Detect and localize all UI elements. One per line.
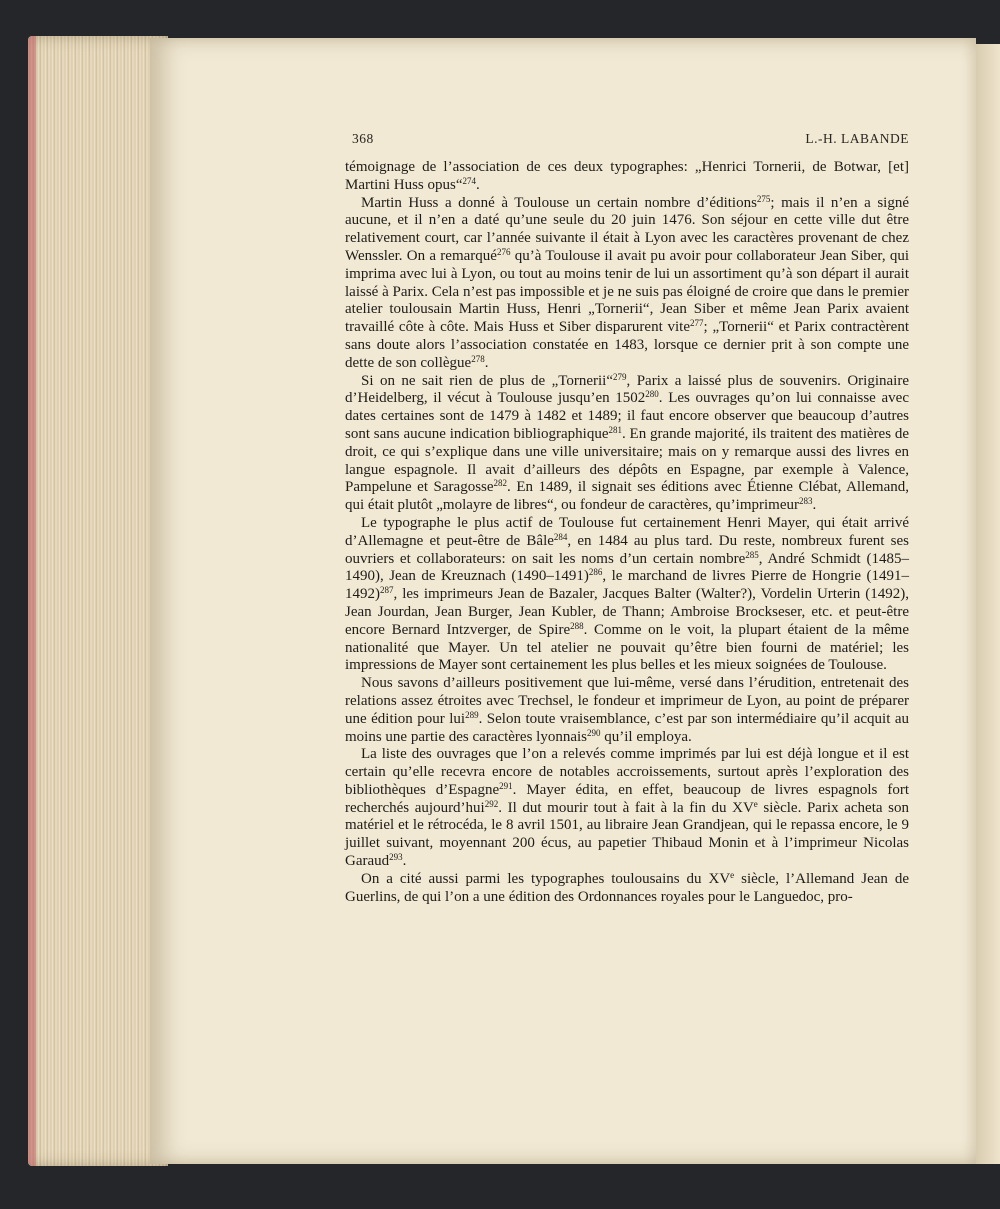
footnote-marker: 292 (484, 798, 499, 809)
paragraph (345, 515, 909, 675)
text-run: qu’à Toulouse il avait pu avoir pour collaborateur Jean Siber, qui imprima avec lui à Lyon, ou tout au moins tenir de lui un assortiment qu’à son départ il aurait laissé à Parix. Cela n’est pas impossible et je ne suis pas éloigné de croire que dans le premier atelier toulousain Martin Huss, Henri „Tornerii“, Jean Siber et même Jean Parix avaient travaillé côte à côte. Mais Huss et Siber disparurent vite (345, 247, 910, 336)
footnote-marker: 291 (499, 780, 513, 791)
paragraph (345, 871, 909, 907)
text-run: . Comme on le voit, la plupart étaient de la même nationalité que Mayer. Un tel atelier ne pouvait qu’être bien fourni de matériel; les impressions de Mayer sont certainement les plus belles et les mieux soignées de Toulouse. (345, 621, 909, 674)
footnote-marker: 278 (471, 353, 485, 364)
paragraph (345, 373, 909, 515)
text-run: , André Schmidt (1485–1490), Jean de Kreuznach (1490–1491) (345, 550, 909, 585)
text-run: Nous savons d’ailleurs positivement que lui-même, versé dans l’érudition, entretenait des relations assez étroites avec Trechsel, le fondeur et imprimeur de Lyon, au point de préparer une édition pour lui (345, 675, 909, 727)
text-run: Le typographe le plus actif de Toulouse fut certainement Henri Mayer, qui était arrivé d’Allemagne et peut-être de Bâle (345, 514, 909, 549)
text-run: , les imprimeurs Jean de Bazaler, Jacques Balter (Walter?), Vordelin Urterin (1492), Jean Jourdan, Jean Burger, Jean Kubler, de Thann; Ambroise Brockseser, etc. et peut-être encore Bernard Intzverger, de Spire (345, 586, 909, 638)
running-header (352, 131, 909, 151)
footnote-marker: 282 (493, 478, 508, 489)
text-run: , en 1484 au plus tard. Du reste, nombreux furent ses ouvriers et collaborateurs: on sait les noms d’un certain nombre (345, 532, 909, 567)
text-run: , le marchand de livres Pierre de Hongrie (1491–1492) (345, 568, 909, 603)
footnote-marker: 284 (553, 531, 568, 542)
paragraph (345, 675, 909, 746)
footnote-marker: 275 (756, 193, 771, 204)
footnote-marker: 274 (462, 175, 476, 186)
text-run: . En grande majorité, ils traitent des matières de droit, ce qui s’explique dans une ville universitaire; mais on y remarque aussi des livres en langue espagnole. Il avait d’ailleurs des dépôts en Espagne, par exemple à Valence, Pampelune et Saragosse (345, 425, 909, 496)
body-text (345, 159, 909, 906)
footnote-marker: e (753, 798, 758, 809)
footnote-marker: 293 (389, 852, 403, 863)
text-run: ; mais il n’en a signé aucune, et il n’en a daté qu’une seule du 20 juin 1476. Son séjour en cette ville dut être relativement court, car l’année suivante il était à Lyon avec les caractères provenant de chez Wenssler. On a remarqué (345, 194, 909, 264)
text-run: . (476, 176, 480, 193)
paragraph (345, 746, 909, 871)
text-run: On a cité aussi parmi les typographes toulousains du XV (361, 870, 731, 887)
footnote-marker: 280 (645, 389, 659, 400)
running-author: L.-H. LABANDE (805, 131, 909, 146)
text-run: Martin Huss a donné à Toulouse un certain nombre d’éditions (361, 194, 757, 211)
text-run: ; „Tornerii“ et Parix contractèrent sans doute alors l’association constatée en 1483, lorsque ce dernier prit à son compte une dette de son collègue (345, 319, 909, 371)
text-run: . Il dut mourir tout à fait à la fin du XV (498, 799, 754, 816)
footnote-marker: 286 (588, 567, 603, 578)
text-run: . Mayer édita, en effet, beaucoup de livres espagnols fort recherchés aujourd’hui (345, 781, 909, 816)
text-run: . Les ouvrages qu’on lui connaisse avec dates certaines sont de 1479 à 1482 et 1489; il faut encore observer que beaucoup d’autres sont sans aucune indication bibliographique (345, 390, 909, 442)
text-run: siècle. Parix acheta son matériel et le rétrocéda, le 8 avril 1501, au libraire Jean Grandjean, qui le repassa encore, le 9 juillet suivant, moyennant 200 écus, au papetier Thibaud Monin et à l’imprimeur Nicolas Garaud (345, 799, 909, 870)
page-number: 368 (352, 131, 374, 146)
text-run: , Parix a laissé plus de souvenirs. Originaire d’Heidelberg, il vécut à Toulouse jusqu’en 1502 (345, 372, 909, 407)
paragraph (345, 159, 909, 195)
footnote-marker: 289 (465, 709, 479, 720)
text-run: . En 1489, il signait ses éditions avec Étienne Clébat, Allemand, qui était plutôt „molayre de libres“, ou fondeur de caractères, qu’imprimeur (345, 479, 910, 514)
text-run: La liste des ouvrages que l’on a relevés comme imprimés par lui est déjà longue et il est certain qu’elle recevra encore de notables accroissements, surtout après l’exploration des bibliothèques d’Espagne (345, 746, 909, 798)
paragraph (345, 195, 909, 373)
text-run: . (402, 853, 407, 870)
footnote-marker: 287 (380, 585, 394, 596)
footnote-marker: 288 (570, 620, 584, 631)
footnote-marker: e (730, 869, 735, 880)
footnote-marker: 276 (496, 246, 511, 257)
footnote-marker: 283 (799, 496, 813, 507)
page-edges (28, 36, 168, 1166)
text-run: qu’il employa. (600, 728, 692, 745)
footnote-marker: 290 (587, 727, 601, 738)
footnote-marker: 277 (690, 318, 704, 329)
text-run: Si on ne sait rien de plus de „Tornerii“ (361, 372, 614, 389)
text-run: siècle, l’Allemand Jean de Guerlins, de qui l’on a une édition des Ordonnances royales pour le Languedoc, pro- (345, 870, 909, 905)
footnote-marker: 281 (608, 424, 622, 435)
text-run: témoignage de l’association de ces deux typographes: „Henrici Tornerii, de Botwar, [et] Martini Huss opus“ (345, 159, 909, 193)
footnote-marker: 285 (745, 549, 759, 560)
text-run: . Selon toute vraisemblance, c’est par son intermédiaire qu’il acquit au moins une partie des caractères lyonnais (345, 710, 909, 745)
text-run: . (812, 497, 817, 514)
footnote-marker: 279 (613, 371, 627, 382)
next-page-edge (976, 44, 1000, 1164)
text-run: . (484, 354, 489, 371)
